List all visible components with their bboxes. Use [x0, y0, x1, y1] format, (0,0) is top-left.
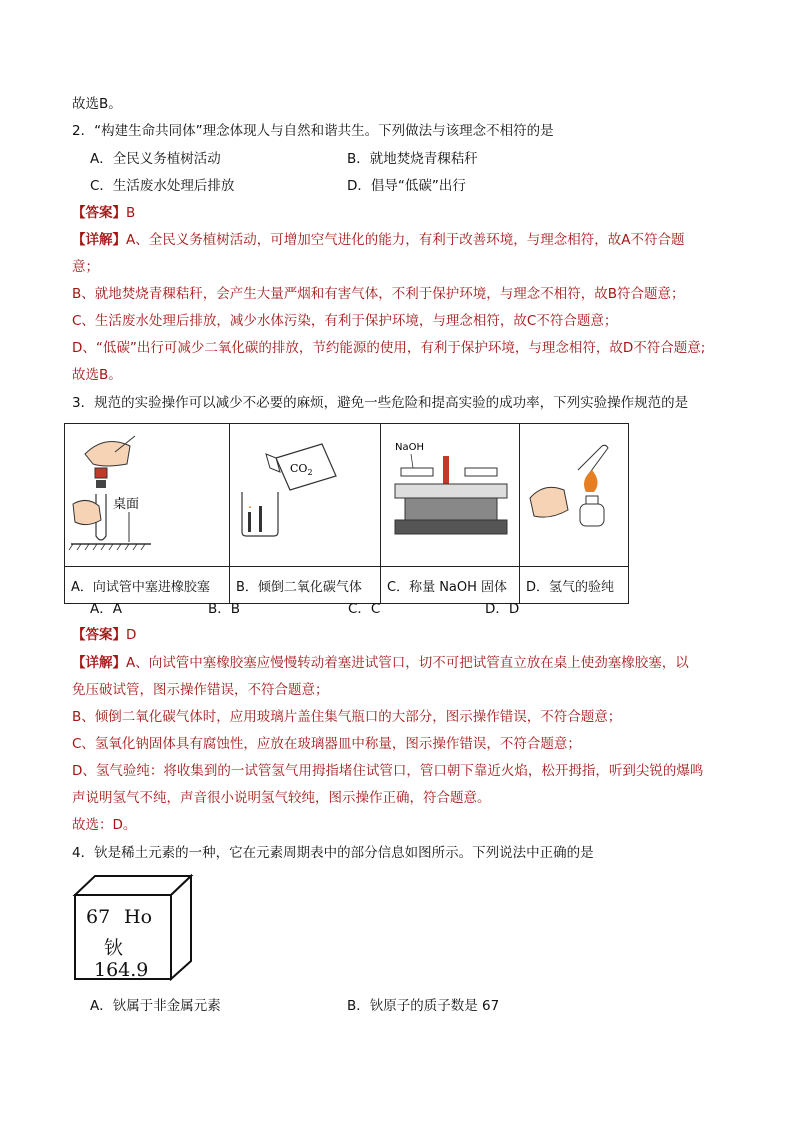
hydrogen-test-figure [520, 424, 628, 562]
q4-option-a: A．钬属于非金属元素 [90, 998, 221, 1014]
q3-option-d: D．D [485, 601, 520, 617]
q3-explanation-4b: 声说明氢气不纯，声音很小说明氢气较纯，图示操作正确，符合题意。 [72, 790, 491, 806]
q2-explanation-1b: 意； [72, 259, 99, 275]
answer-value: B [126, 205, 136, 221]
question-4: 4．钬是稀土元素的一种，它在元素周期表中的部分信息如图所示。下列说法中正确的是 [72, 845, 594, 861]
q2-explanation-2: B、就地焚烧青稞秸秆，会产生大量严烟和有害气体，不利于保护环境，与理念不相符，故B符合题意； [72, 286, 685, 302]
figure-c-cell [381, 424, 520, 567]
answer-tag: 【答案】 [72, 627, 126, 643]
q2-explanation-3: C、生活废水处理后排放，减少水体污染，有利于保护环境，与理念相符，故C不符合题意； [72, 313, 618, 329]
balance-figure [381, 424, 519, 562]
q3-option-c: C．C [348, 601, 381, 617]
figure-d-cell [520, 424, 629, 567]
figure-a-cell [65, 424, 230, 567]
text-line: 故选B。 [72, 96, 122, 112]
co2-label: $CO_2$ [290, 462, 313, 477]
desk-label: 桌面 [113, 497, 140, 512]
q2-explanation-1 [72, 231, 684, 249]
q3-figure-table [64, 423, 629, 604]
q3-option-b: B．B [208, 601, 241, 617]
q3-answer [72, 626, 136, 644]
explanation-text: A、向试管中塞橡胶塞应慢慢转动着塞进试管口，切不可把试管直立放在桌上使劲塞橡胶塞，以 [126, 655, 689, 671]
element-symbol: Ho [124, 906, 153, 928]
explanation-tag: 【详解】 [72, 232, 126, 248]
stopper-figure [65, 424, 229, 562]
caption-a: A．向试管中塞进橡胶塞 [65, 567, 230, 604]
pour-co2-figure [230, 424, 380, 562]
q2-conclusion: 故选B。 [72, 367, 122, 383]
q3-option-a: A．A [90, 601, 122, 617]
q3-explanation-2: B、倾倒二氧化碳气体时，应用玻璃片盖住集气瓶口的大部分，图示操作错误，不符合题意； [72, 709, 622, 725]
q3-explanation-1b: 免压破试管，图示操作错误，不符合题意； [72, 682, 329, 698]
q2-option-c: C．生活废水处理后排放 [90, 178, 235, 194]
explanation-tag: 【详解】 [72, 655, 126, 671]
caption-c: C．称量 NaOH 固体 [381, 567, 520, 604]
element-name: 钬 [104, 937, 124, 959]
q2-option-a: A．全民义务植树活动 [90, 151, 221, 167]
naoh-label: NaOH [395, 442, 424, 453]
q2-option-b: B．就地焚烧青稞秸秆 [347, 151, 478, 167]
q3-explanation-3: C、氢氧化钠固体具有腐蚀性，应放在玻璃器皿中称量，图示操作错误，不符合题意； [72, 736, 581, 752]
figure-b-cell [230, 424, 381, 567]
question-3: 3．规范的实验操作可以减少不必要的麻烦，避免一些危险和提高实验的成功率，下列实验操作规范的是 [72, 395, 689, 411]
caption-d: D．氢气的验纯 [520, 567, 629, 604]
explanation-text: A、全民义务植树活动，可增加空气进化的能力，有利于改善环境，与理念相符，故A不符合题 [126, 232, 685, 248]
q3-explanation-1 [72, 654, 689, 672]
q2-answer [72, 204, 135, 222]
q2-option-d: D．倡导“低碳”出行 [347, 178, 466, 194]
q2-explanation-4: D、“低碳”出行可减少二氧化碳的排放，节约能源的使用，有利于保护环境，与理念相符，故D不符合题意; [72, 340, 706, 356]
question-2: 2．“构建生命共同体”理念体现人与自然和谐共生。下列做法与该理念不相符的是 [72, 123, 554, 139]
q3-explanation-4: D、氢气验纯：将收集到的一试管氢气用拇指堵住试管口，管口朝下靠近火焰，松开拇指，听到尖锐的爆鸣 [72, 763, 704, 779]
atomic-mass: 164.9 [94, 959, 149, 981]
caption-b: B．倾倒二氧化碳气体 [230, 567, 381, 604]
q4-option-b: B．钬原子的质子数是 67 [347, 998, 500, 1014]
answer-value: D [126, 627, 137, 643]
atomic-number: 67 [86, 906, 111, 928]
q3-conclusion: 故选：D。 [72, 817, 137, 833]
answer-tag: 【答案】 [72, 205, 126, 221]
